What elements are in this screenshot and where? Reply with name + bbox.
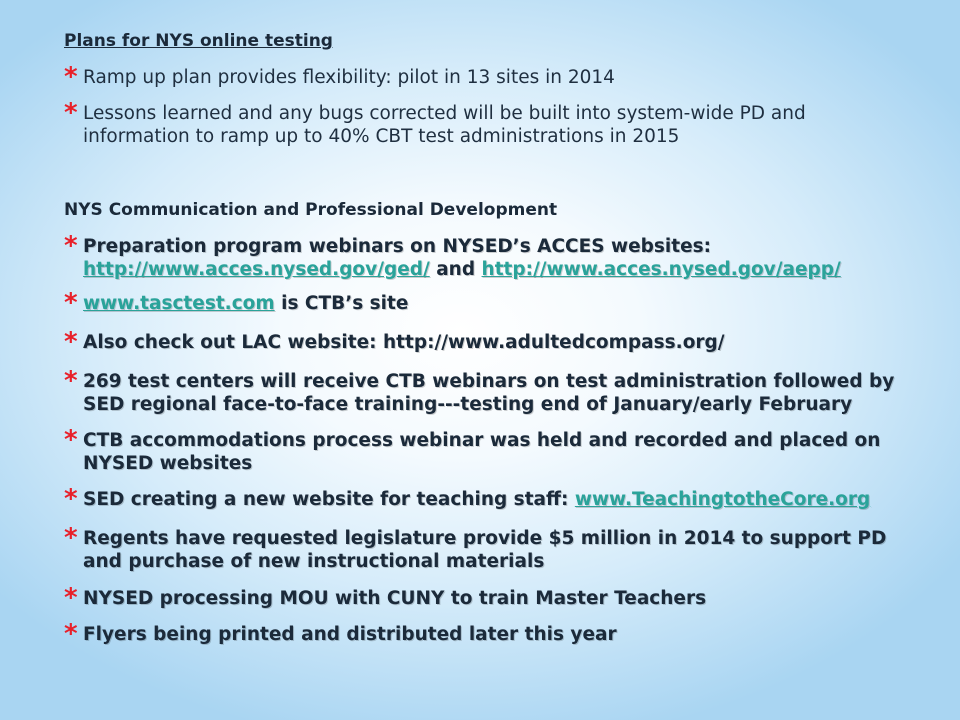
bullet-accommodations bbox=[64, 425, 924, 475]
bullet-text: Regents have requested legislature provide $5 million in 2014 to support PD bbox=[83, 528, 887, 549]
asterisk-bullet-icon: * bbox=[64, 327, 78, 357]
bullet-text: Lessons learned and any bugs corrected will be built into system-wide PD and bbox=[83, 103, 806, 124]
link-acces-ged[interactable]: http://www.acces.nysed.gov/ged/ bbox=[83, 259, 430, 280]
asterisk-bullet-icon: * bbox=[64, 98, 78, 128]
asterisk-bullet-icon: * bbox=[64, 62, 78, 92]
bullet-text: 269 test centers will receive CTB webinars on test administration followed by bbox=[83, 371, 895, 392]
section-heading-communication: NYS Communication and Professional Development bbox=[64, 200, 558, 220]
bullet-lac-website bbox=[64, 327, 924, 357]
link-teaching-to-the-core[interactable]: www.TeachingtotheCore.org bbox=[574, 489, 871, 510]
bullet-text: SED creating a new website for teaching staff: bbox=[83, 489, 575, 510]
asterisk-bullet-icon: * bbox=[64, 583, 78, 613]
asterisk-bullet-icon: * bbox=[64, 288, 78, 318]
bullet-lessons-learned bbox=[64, 98, 924, 148]
bullet-regents bbox=[64, 523, 924, 573]
bullet-text: Also check out LAC website: http://www.adultedcompass.org/ bbox=[83, 332, 725, 353]
bullet-tasctest bbox=[64, 288, 924, 318]
bullet-text: Preparation program webinars on NYSED’s ACCES websites: bbox=[83, 236, 712, 257]
bullet-text: SED regional face-to-face training---testing end of January/early February bbox=[83, 394, 853, 415]
bullet-webinars bbox=[64, 231, 924, 281]
bullet-text: and bbox=[429, 259, 482, 280]
bullet-text: CTB accommodations process webinar was held and recorded and placed on bbox=[83, 430, 881, 451]
bullet-text: NYSED websites bbox=[83, 453, 253, 474]
bullet-text: is CTB’s site bbox=[274, 293, 409, 314]
asterisk-bullet-icon: * bbox=[64, 425, 78, 455]
asterisk-bullet-icon: * bbox=[64, 231, 78, 261]
link-acces-aepp[interactable]: http://www.acces.nysed.gov/aepp/ bbox=[481, 259, 841, 280]
asterisk-bullet-icon: * bbox=[64, 484, 78, 514]
bullet-flyers bbox=[64, 619, 924, 649]
asterisk-bullet-icon: * bbox=[64, 366, 78, 396]
bullet-text: NYSED processing MOU with CUNY to train Master Teachers bbox=[83, 588, 707, 609]
bullet-ramp-up-plan bbox=[64, 62, 924, 92]
bullet-test-centers bbox=[64, 366, 924, 416]
bullet-text: Ramp up plan provides flexibility: pilot in 13 sites in 2014 bbox=[83, 67, 615, 88]
bullet-mou-cuny bbox=[64, 583, 924, 613]
asterisk-bullet-icon: * bbox=[64, 619, 78, 649]
bullet-teaching-website bbox=[64, 484, 924, 514]
link-tasctest[interactable]: www.tasctest.com bbox=[83, 293, 275, 314]
section-heading-online-testing: Plans for NYS online testing bbox=[64, 31, 333, 51]
bullet-text: and purchase of new instructional materials bbox=[83, 551, 545, 572]
asterisk-bullet-icon: * bbox=[64, 523, 78, 553]
bullet-text: information to ramp up to 40% CBT test administrations in 2015 bbox=[83, 126, 680, 147]
bullet-text: Flyers being printed and distributed later this year bbox=[83, 624, 617, 645]
